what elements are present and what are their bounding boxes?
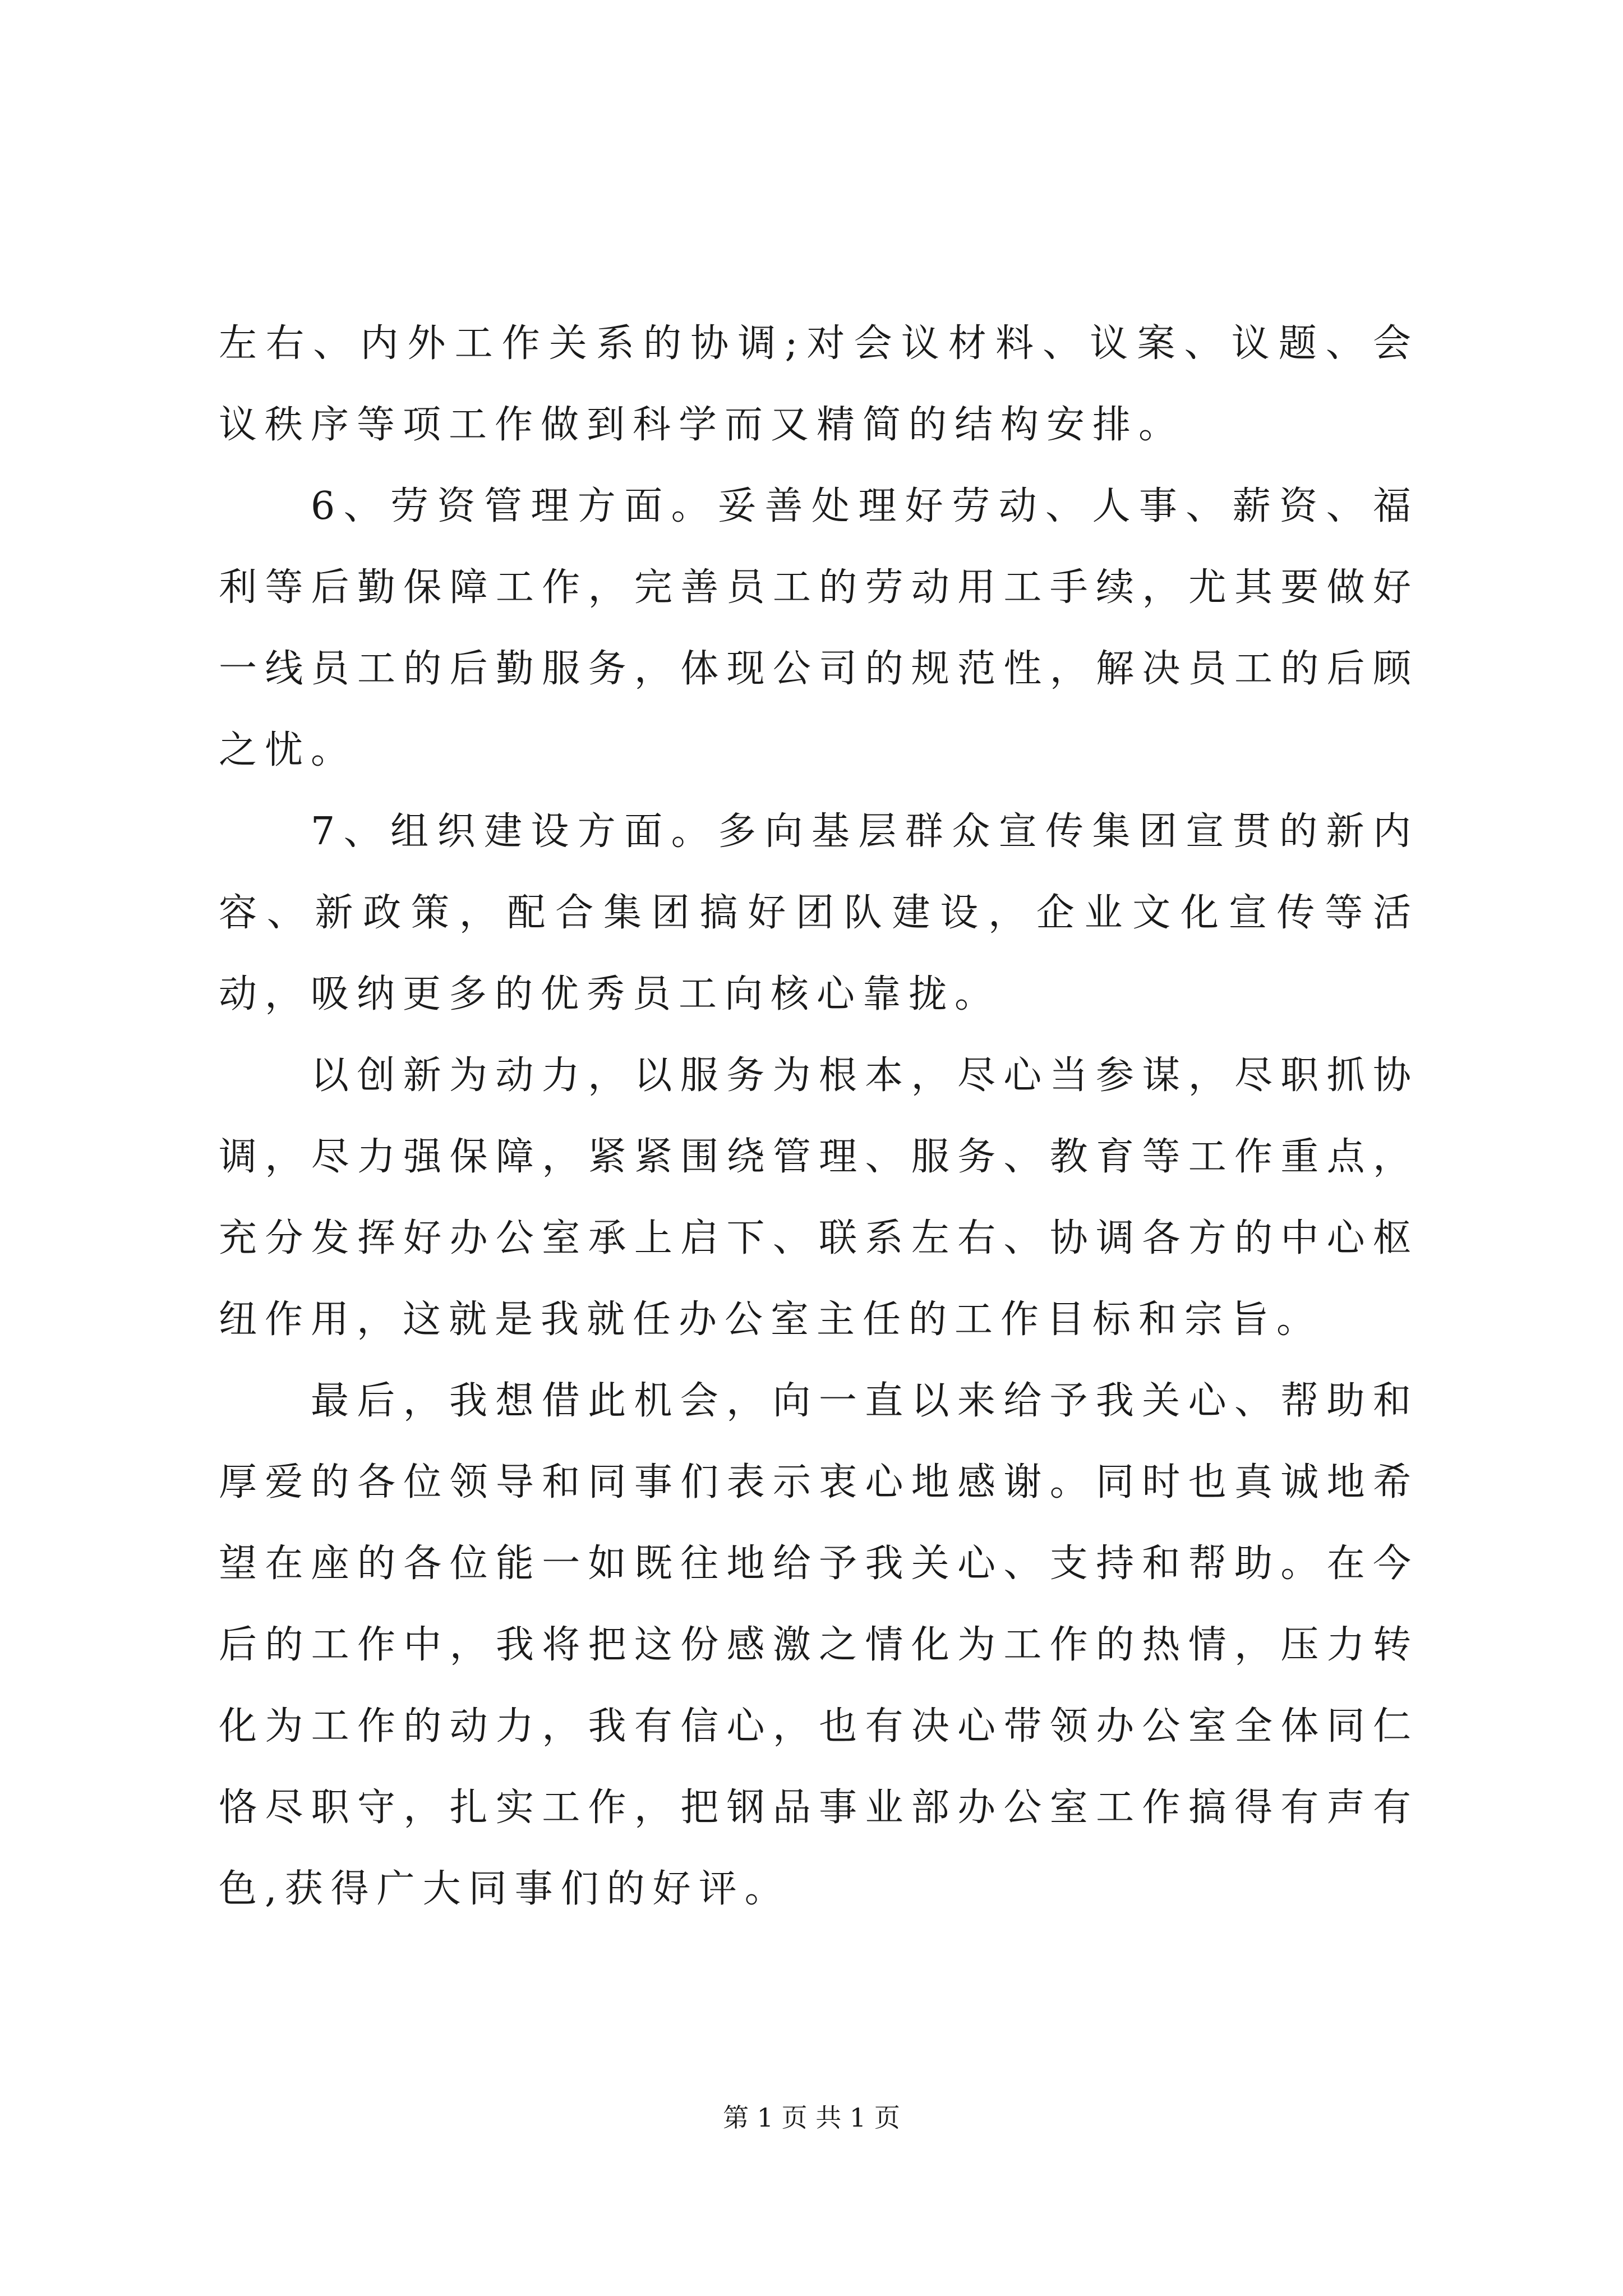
- page-footer: [0, 2101, 1623, 2134]
- paragraph-closing-thanks: 最后，我想借此机会，向一直以来给予我关心、帮助和厚爱的各位领导和同事们表示衷心地感谢。同时也真诚地希望在座的各位能一如既往地给予我关心、支持和帮助。在今后的工作中，我将把这份感激之情化为工作的热情，压力转化为工作的动力，我有信心，也有决心带领办公室全体同仁恪尽职守，扎实工作，把钢品事业部办公室工作搞得有声有色,获得广大同事们的好评。: [219, 1379, 1419, 1911]
- paragraph-continuation: 左右、内外工作关系的协调;对会议材料、议案、议题、会议秩序等项工作做到科学而又精简的结构安排。: [219, 321, 1419, 447]
- paragraph-work-goals: 以创新为动力，以服务为根本，尽心当参谋，尽职抓协调，尽力强保障，紧紧围绕管理、服务、教育等工作重点，充分发挥好办公室承上启下、联系左右、协调各方的中心枢纽作用，这就是我就任办公室主任的工作目标和宗旨。: [219, 1053, 1419, 1342]
- page-number: 第 1 页 共 1 页: [723, 2102, 900, 2133]
- paragraph-labor-management: 6、劳资管理方面。妥善处理好劳动、人事、薪资、福利等后勤保障工作，完善员工的劳动用工手续，尤其要做好一线员工的后勤服务，体现公司的规范性，解决员工的后顾之忧。: [219, 484, 1419, 772]
- paragraph-organization-building: 7、组织建设方面。多向基层群众宣传集团宣贯的新内容、新政策，配合集团搞好团队建设，企业文化宣传等活动，吸纳更多的优秀员工向核心靠拢。: [219, 809, 1419, 1016]
- document-body: [219, 303, 1419, 1930]
